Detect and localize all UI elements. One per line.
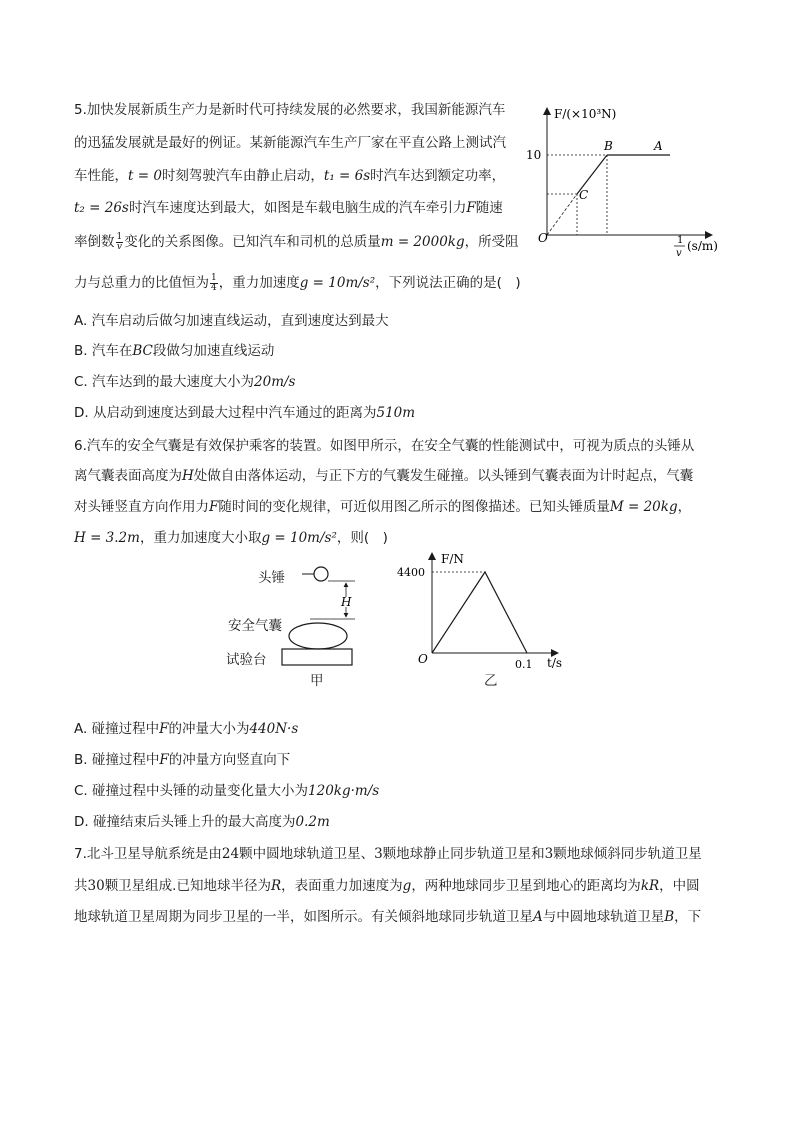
q6-line-3	[74, 497, 691, 517]
q6-y-label: F/N	[441, 552, 464, 566]
option-text: 的冲量方向竖直向下	[168, 752, 291, 768]
q5-text: 率倒数	[74, 234, 115, 250]
q6-math-M: M = 20kg	[609, 499, 678, 515]
q5-text: 时汽车速度达到最大，如图是车载电脑生成的汽车牵引力	[128, 200, 467, 216]
q6-text: 随时间的变化规律，可近似用图乙所示的图像描述。已知头锤质量	[218, 499, 610, 515]
q5-line-1: 5.加快发展新质生产力是新时代可持续发展的必然要求，我国新能源汽车	[74, 102, 506, 118]
q5-math-g: g = 10m/s²	[299, 275, 376, 291]
q5-force-graph	[520, 100, 730, 265]
option-text: C. 汽车达到的最大速度大小为	[74, 374, 255, 390]
q7-text: 颗卫星组成.已知地球半径为	[104, 878, 271, 894]
q7-num: 24	[221, 846, 240, 862]
q6-option-a[interactable]	[74, 719, 298, 739]
q5-y-label: F/(×10³N)	[554, 107, 617, 121]
option-math: 120kg·m/s	[308, 783, 380, 799]
q5-point-c: C	[579, 188, 589, 202]
q6-option-c[interactable]	[74, 781, 379, 801]
q7-text: ，中圆	[659, 878, 700, 894]
option-math: 20m/s	[254, 374, 296, 390]
q7-line-3	[74, 907, 701, 927]
q7-text: 地球轨道卫星周期为同步卫星的一半，如图所示。有关倾斜地球同步轨道卫星	[74, 909, 533, 925]
q6-text: 对头锤竖直方向作用力	[74, 499, 209, 515]
q7-num: 3	[544, 846, 554, 862]
q7-math-A: A	[533, 909, 543, 925]
q6-math-H: H	[182, 468, 194, 484]
q5-option-a[interactable]: A. 汽车启动后做匀加速直线运动，直到速度达到最大	[74, 313, 389, 329]
q5-origin: O	[538, 231, 548, 245]
q5-text: 力与总重力的比值恒为	[74, 275, 209, 291]
q5-option-c[interactable]	[74, 372, 295, 392]
q5-math-t0: t = 0	[128, 168, 162, 184]
q7-text: 颗地球静止同步轨道卫星和	[382, 846, 545, 862]
q6-text: ，	[677, 499, 692, 515]
q5-point-b: B	[604, 139, 613, 153]
q5-line-3	[74, 166, 505, 186]
q6-x-label: t/s	[547, 656, 563, 670]
q5-math-mass: m = 2000kg	[380, 234, 465, 250]
caption-yi: 乙	[484, 673, 498, 689]
q5-x-label-unit: (s/m)	[687, 239, 718, 253]
q5-option-b[interactable]	[74, 341, 274, 361]
q5-frac-ratio	[210, 274, 218, 293]
q5-y-tick-10: 10	[526, 148, 542, 162]
q5-line-5	[74, 232, 519, 252]
q6-math-F: F	[209, 499, 219, 515]
q5-text: ，重力加速度	[218, 275, 300, 291]
q5-dash-origin-c	[547, 194, 577, 235]
caption-jia: 甲	[310, 673, 324, 689]
q5-text: ，所受阻	[464, 234, 519, 250]
q6-text: ，则( )	[336, 530, 388, 546]
q7-math-g: g	[402, 878, 412, 894]
q6-text: ，重力加速度大小取	[139, 530, 262, 546]
option-text: 段做匀加速直线运动	[152, 343, 275, 359]
airbag-test-diagram	[280, 560, 360, 670]
q5-math-t2: t₂ = 26s	[74, 200, 129, 216]
q7-math-R: R	[270, 878, 282, 894]
label-test-bench: 试验台	[226, 652, 267, 668]
frac-numerator: 1	[116, 231, 123, 242]
q5-frac-inverse-v	[116, 233, 124, 252]
q5-math-t1: t₁ = 6s	[323, 168, 371, 184]
option-math: 0.2m	[295, 814, 330, 830]
option-text: D. 从启动到速度达到最大过程中汽车通过的距离为	[74, 405, 377, 421]
q6-y-tick-4400: 4400	[397, 566, 425, 579]
q7-text: ，表面重力加速度为	[281, 878, 403, 894]
label-head-hammer: 头锤	[258, 570, 285, 586]
option-math: BC	[132, 343, 153, 359]
q6-line-2	[74, 466, 693, 486]
q6-line-1: 6.汽车的安全气囊是有效保护乘客的装置。如图甲所示，在安全气囊的性能测试中，可视为质点的头锤从	[74, 438, 695, 454]
q7-text: 与中圆地球轨道卫星	[542, 909, 665, 925]
option-math: 440N·s	[249, 721, 299, 737]
head-hammer-ball	[314, 567, 328, 581]
q7-text: 共	[74, 878, 88, 894]
q7-text: 颗地球倾斜同步轨道卫星	[553, 846, 702, 862]
frac-numerator: 1	[211, 272, 217, 283]
q6-origin: O	[418, 652, 428, 666]
q7-line-2	[74, 876, 700, 896]
q5-point-a: A	[654, 139, 663, 153]
q7-text: ，两种地球同步卫星到地心的距离均为	[411, 878, 641, 894]
q5-text: 变化的关系图像。已知汽车和司机的总质量	[124, 234, 381, 250]
q6-force-curve	[432, 572, 527, 653]
q6-math-H-value: H = 3.2m	[74, 530, 140, 546]
option-text: A. 碰撞过程中	[74, 721, 160, 737]
option-math: 510m	[376, 405, 416, 421]
q7-math-B: B	[664, 909, 675, 925]
option-text: D. 碰撞结束后头锤上升的最大高度为	[74, 814, 296, 830]
frac-denominator: v	[116, 241, 122, 252]
q5-text: 时刻驾驶汽车由静止启动，	[161, 168, 324, 184]
option-math: F	[159, 752, 169, 768]
q7-text: 颗中圆地球轨道卫星、	[239, 846, 375, 862]
q5-line-6	[74, 273, 521, 293]
q7-num: 3	[374, 846, 383, 862]
label-airbag: 安全气囊	[228, 618, 282, 634]
q5-text: 时汽车达到额定功率，	[370, 168, 506, 184]
q6-line-4	[74, 528, 388, 548]
option-text: B. 汽车在	[74, 343, 133, 359]
q5-text: ，下列说法正确的是( )	[375, 275, 521, 291]
q7-line-1	[74, 844, 702, 864]
q7-text: ，下	[674, 909, 702, 925]
height-label: H	[341, 595, 352, 609]
q5-text: 随速	[475, 200, 503, 216]
q5-x-label-den: v	[676, 248, 682, 259]
q6-text: 离气囊表面高度为	[74, 468, 182, 484]
option-text: 的冲量大小为	[168, 721, 250, 737]
q5-text: 车性能，	[74, 168, 128, 184]
option-text: B. 碰撞过程中	[74, 752, 160, 768]
option-math: F	[159, 721, 169, 737]
q6-option-b[interactable]	[74, 750, 290, 770]
airbag-ellipse	[289, 623, 347, 649]
q7-num: 30	[87, 878, 105, 894]
frac-denominator: 4	[211, 282, 217, 293]
q7-math-kR: kR	[640, 878, 660, 894]
test-bench-rect	[282, 649, 352, 665]
q6-option-d[interactable]	[74, 812, 330, 832]
option-text: C. 碰撞过程中头锤的动量变化量大小为	[74, 783, 309, 799]
q6-math-g: g = 10m/s²	[261, 530, 337, 546]
q5-option-d[interactable]	[74, 403, 415, 423]
q5-line-4	[74, 198, 503, 218]
q6-text: 处做自由落体运动，与正下方的气囊发生碰撞。以头锤到气囊表面为计时起点，气囊	[193, 468, 694, 484]
q5-x-label-num: 1	[677, 235, 684, 246]
q5-line-2: 的迅猛发展就是最好的例证。某新能源汽车生产厂家在平直公路上测试汽	[74, 135, 506, 151]
q7-text: 7.北斗卫星导航系统是由	[74, 846, 222, 862]
q5-math-F: F	[466, 200, 476, 216]
q6-x-tick: 0.1	[515, 658, 533, 671]
